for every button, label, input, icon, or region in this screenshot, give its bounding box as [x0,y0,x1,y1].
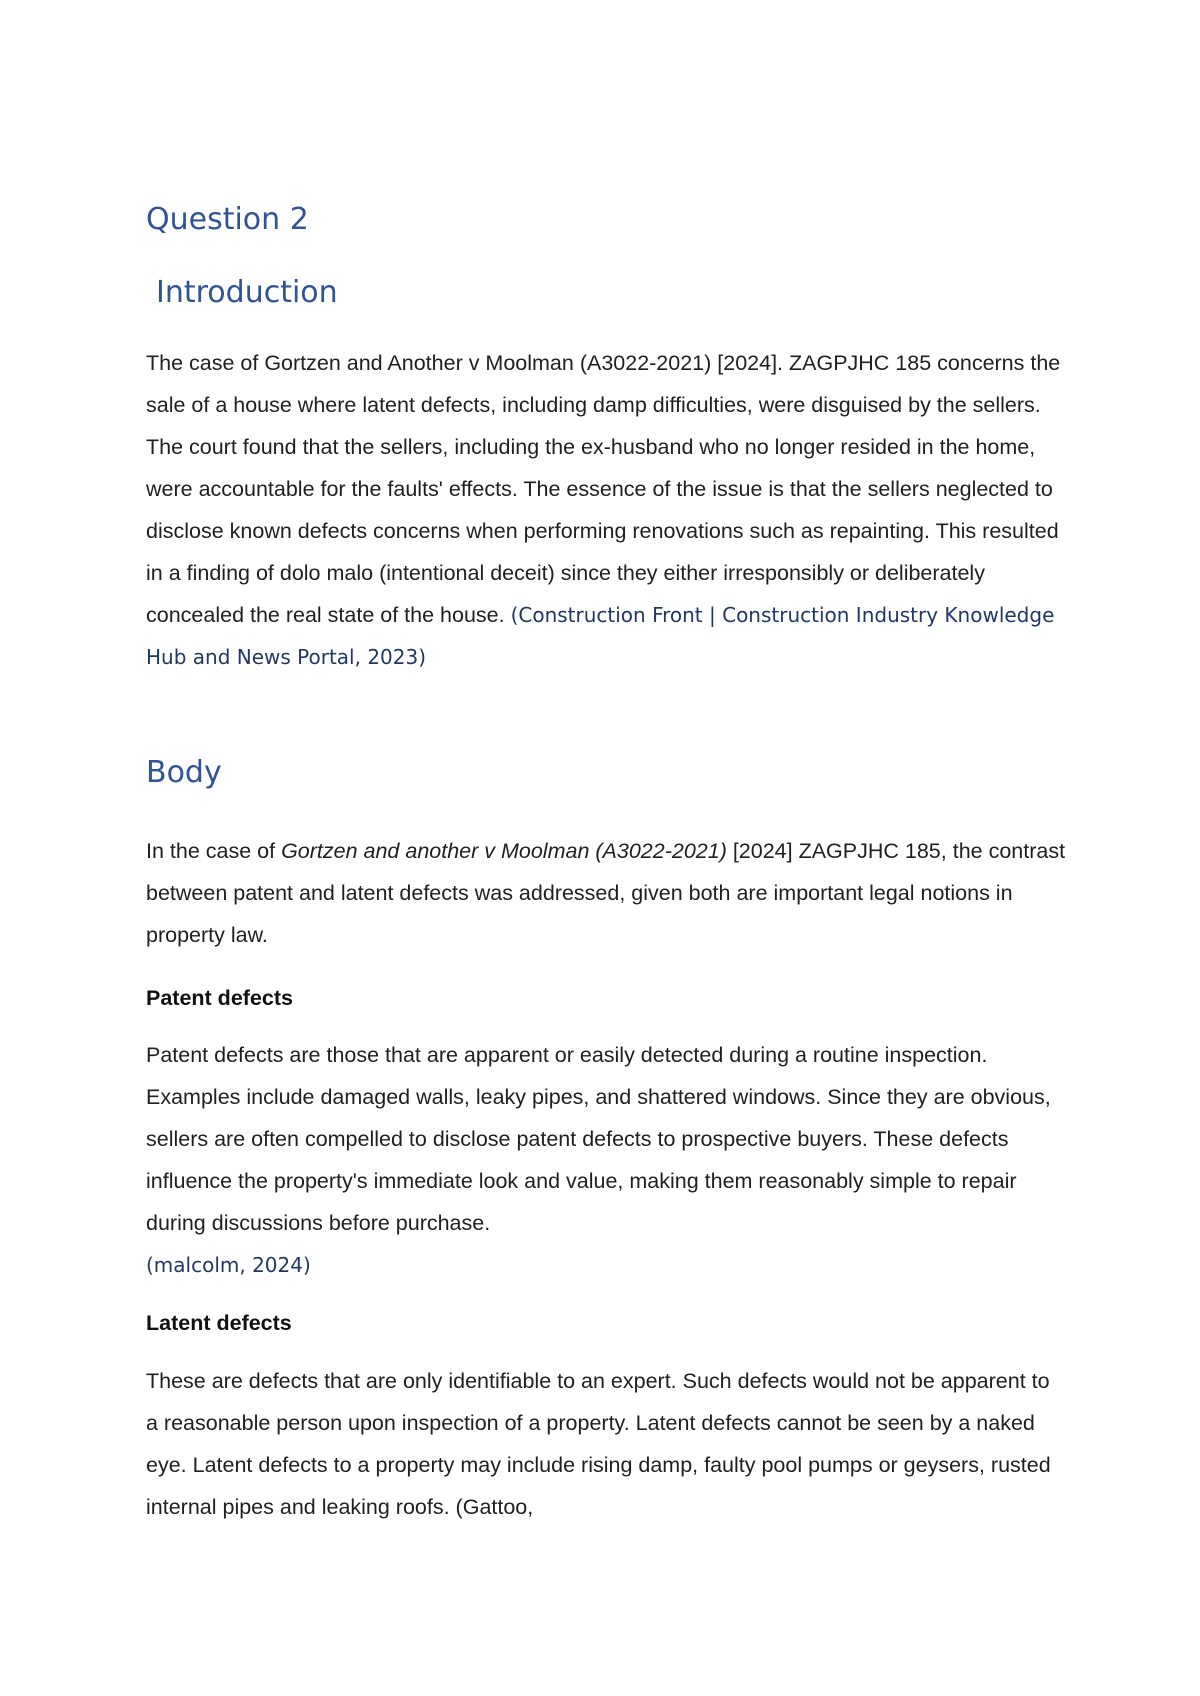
introduction-heading: Introduction [156,275,338,310]
introduction-text: The case of Gortzen and Another v Moolman (A3022-2021) [2024]. ZAGPJHC 185 concerns the sale of a house where latent defects, including damp difficulties, were disguised by the sellers. The court found that the sellers, including the ex-husband who no longer resided in the home, were accountable for the faults' effects. The essence of the issue is that the sellers neglected to disclose known defects concerns when performing renovations such as repainting. This resulted in a finding of dolo malo (intentional deceit) since they either irresponsibly or deliberately concealed the real state of the house. [146,351,1061,627]
body-heading: Body [146,755,222,790]
patent-defects-citation: (malcolm, 2024) [146,1253,311,1277]
patent-defects-heading: Patent defects [146,986,293,1010]
latent-defects-paragraph [146,1360,1066,1528]
question-heading: Question 2 [146,202,309,237]
latent-defects-text: These are defects that are only identifiable to an expert. Such defects would not be apparent to a reasonable person upon inspection of a property. Latent defects cannot be seen by a naked eye. Latent defects to a property may include rising damp, faulty pool pumps or geysers, rusted internal pipes and leaking roofs. (Gattoo, [146,1369,1051,1519]
introduction-citation: (Construction Front | Construction Industry Knowledge Hub and News Portal, 2023) [146,603,1055,669]
body-intro-suffix: [2024] ZAGPJHC 185, the contrast between patent and latent defects was addressed, given both are important legal notions in property law. [146,839,1066,947]
patent-defects-text: Patent defects are those that are apparent or easily detected during a routine inspection. Examples include damaged walls, leaky pipes, and shattered windows. Since they are obvious, sellers are often compelled to disclose patent defects to prospective buyers. These defects influence the property's immediate look and value, making them reasonably simple to repair during discussions before purchase. [146,1043,1051,1235]
introduction-paragraph [146,342,1066,678]
body-intro-paragraph [146,830,1066,956]
patent-defects-paragraph [146,1034,1066,1286]
case-name-italic: Gortzen and another v Moolman (A3022-2021) [281,839,727,863]
latent-defects-heading: Latent defects [146,1311,292,1335]
body-intro-prefix: In the case of [146,839,282,863]
